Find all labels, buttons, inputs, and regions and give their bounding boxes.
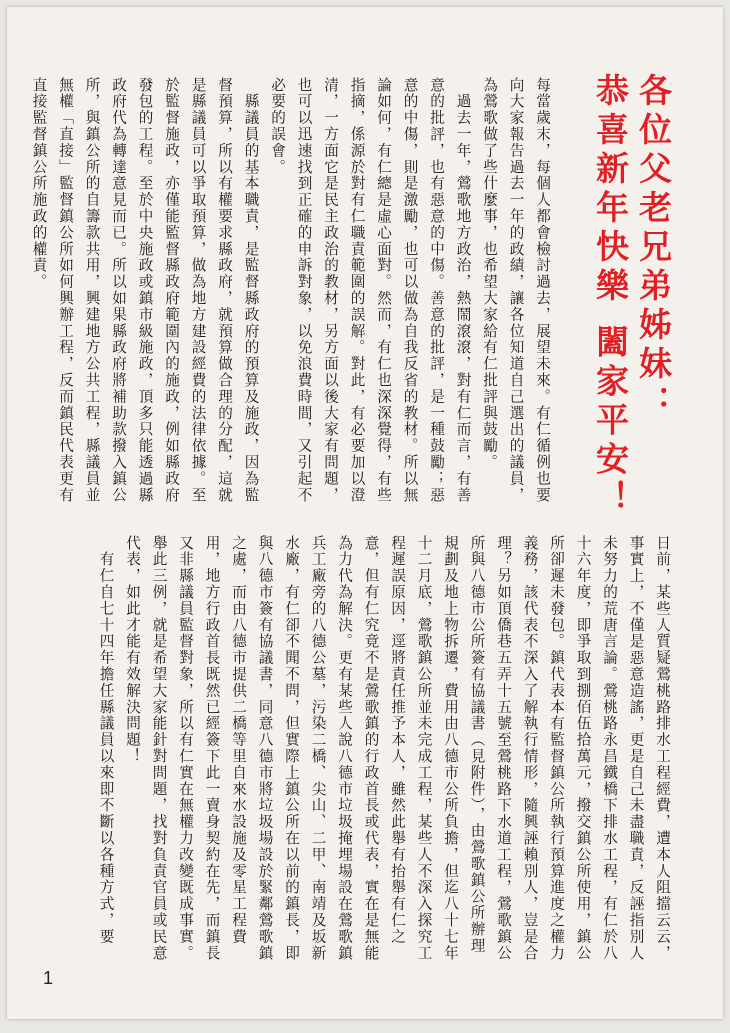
new-year-greeting: 各位父老兄弟姊妹： 恭喜新年快樂 闔家平安！: [591, 73, 673, 520]
clarification-text: 日前，某些人質疑鶯桃路排水工程經費，遭本人阻擋云云，事實上，不僅是惡意造謠，更是自己未盡職責，反誣指別人未努力的荒唐言論。鶯桃路永昌鐵橋下排水工程，有仁於八十六年度，即爭取到捌佰伍拾萬元，撥交鎮公所使用，鎮公所卻遲未發包。鎮代表本有監督鎮公所執行預算進度之權力義務，該代表不深入了解執行情形，隨興誣賴別人，豈是合理？另如頂僑巷五弄十五號至鶯桃路下水道工程，鶯歌鎮公所與八德市公所簽有協議書（見附件），由鶯歌鎮公所辦理規劃及地上物拆遷，費用由八德市公所負擔，但迄八十七年十二月底，鶯歌鎮公所並未完成工程，某些人不深入探究工程遲誤原因，逕將責任推予本人，雖然此舉有抬舉有仁之意，但有仁究竟不是鶯歌鎮的行政首長或代表，實在是無能為力代為解決。更有某些人說八德市垃圾掩埋場設在鶯歌鎮兵工廠旁的八德公墓，污染二橋、尖山、二甲、南靖及坂新水廠，有仁卻不聞不問，但實際上鎮公所在以前的鎮長，即與八德市簽有協議書，同意八德市將垃圾場設於緊鄰鶯歌鎮之處，而由八德市提供二橋等里自來水設施及零星工程費用，地方行政首長既然已經簽下此一賣身契約在先，而鎮長又非縣議員監督對象，所以有仁實在無權力改變既成事實。舉此三例，就是希望大家能針對問題，找對負責官員或民意代表，如此才能有效解決問題！ 有仁自七十四年擔任縣議員以來即不斷以各種方式，要: [97, 535, 671, 962]
newsletter-page: [7, 7, 723, 1019]
annual-report-intro-text: 每當歲末，每個人都會檢討過去，展望未來。有仁循例也要向大家報告過去一年的政績，讓各位知道自己選出的議員，為鶯歌做了些什麼事，也希望大家給有仁批評與鼓勵。 過去一年，鶯歌地方政治，熱鬧滾滾，對有仁而言，有善意的批評，也有惡意的中傷。善意的批評，是一種鼓勵；惡意的中傷，則是激勵，也可以做為自我反省的教材。所以無論如何，有仁總是虛心面對。然而，有仁也深深覺得，有些指摘，係源於對有仁職責範圍的誤解。對此，有必要加以澄清，一方面它是民主政治的教材，另方面以後大家有問題，也可以迅速找到正確的申訴對象，以免浪費時間，又引起不必要的誤會。 縣議員的基本職責，是監督縣政府的預算及施政，因為監督預算，所以有權要求縣政府，就預算做合理的分配，這就是縣議員可以爭取預算，做為地方建設經費的法律依據。至於監督施政，亦僅能監督縣政府範圍內的施政，例如縣政府發包的工程。至於中央施政或鎮市級施政，頂多只能透過縣政府代為轉達意見而已。所以如果縣政府將補助款撥入鎮公所，與鎮公所的自籌款共用，興建地方公共工程，縣議員並無權「直接」監督鎮公所如何興辦工程，反而鎮民代表更有直接監督鎮公所施政的權責。: [30, 77, 551, 504]
page-number: 1: [43, 968, 54, 988]
